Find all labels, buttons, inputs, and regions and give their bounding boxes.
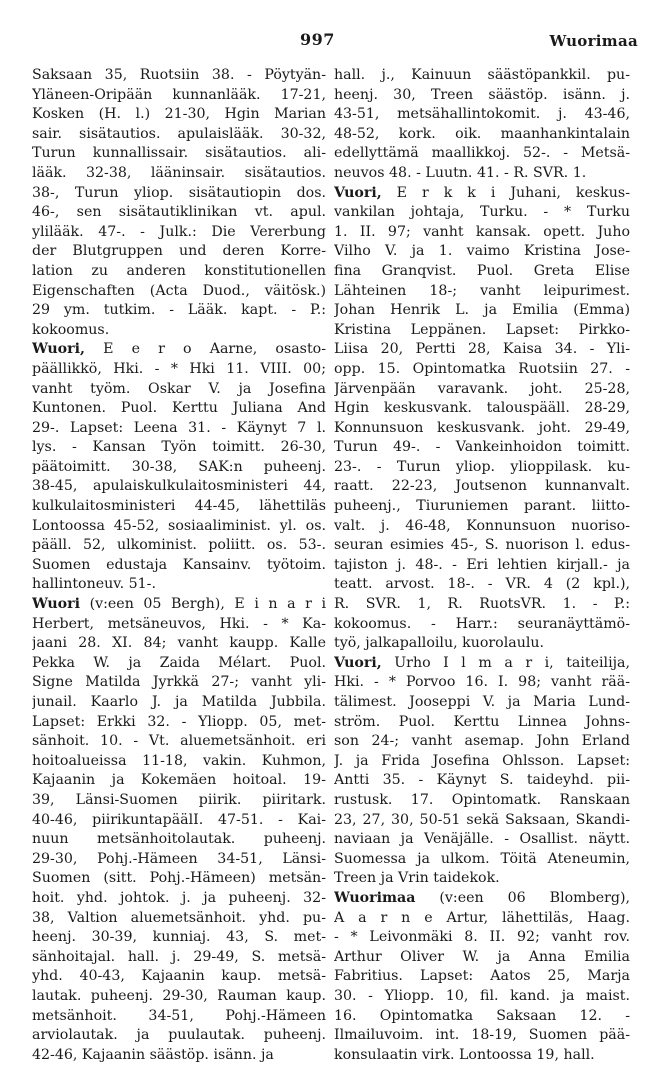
line-text: 38-, Turun yliop. sisätautiopin dos. (32, 184, 326, 201)
text-line (32, 399, 326, 419)
text-line (334, 438, 630, 458)
line-text: Signe Matilda Jyrkkä 27-; vanht yli- (32, 674, 326, 691)
text-line (32, 967, 326, 987)
text-line (334, 771, 630, 791)
line-text: seuran esimies 45-, S. nuorison l. edus- (334, 537, 630, 554)
left-column (32, 66, 326, 1065)
line-text: Suomen (sitt. Pohj.-Hämeen) metsän- (32, 870, 326, 887)
line-text: neuvos 48. - Luutn. 41. - R. SVR. 1. (334, 164, 587, 181)
running-head: Wuorimaa (549, 32, 638, 50)
line-text: 39, Länsi-Suomen piirik. piiritark. (32, 791, 326, 808)
line-text: E e r o Aarne, osasto- (84, 341, 326, 358)
line-text: sänhoitajal. hall. j. 29-49, S. metsä- (32, 948, 326, 965)
text-line (334, 66, 630, 86)
line-text: 16. Opintomatka Saksaan 12. - (334, 1007, 630, 1024)
text-line (334, 967, 630, 987)
line-text: raatt. 22-23, Joutsenon kunnanvalt. (334, 478, 630, 495)
text-line (32, 86, 326, 106)
line-text: Kristina Leppänen. Lapset: Pirkko- (334, 321, 630, 338)
text-line (334, 477, 630, 497)
line-text: tajiston j. 48-. - Eri lehtien kirjall.- ja (334, 556, 630, 573)
line-text: lautak. puheenj. 29-30, Rauman kaup. (32, 987, 326, 1004)
text-line (32, 419, 326, 439)
line-text: sänhoit. 10. - Vt. aluemetsänhoit. eri (32, 733, 326, 750)
line-text: rustusk. 17. Opintomatk. Ranskaan (334, 791, 630, 808)
line-text: Fabritius. Lapset: Aatos 25, Marja (334, 968, 630, 985)
text-line (334, 497, 630, 517)
text-line (32, 575, 326, 595)
text-line (334, 419, 630, 439)
line-text: 40-46, piirikuntapäälI. 47-51. - Kai- (32, 811, 326, 828)
text-line (32, 340, 326, 360)
text-line (334, 791, 630, 811)
text-line (32, 693, 326, 713)
line-text: jaani 28. XI. 84; vanht kaupp. Kalle (32, 635, 326, 652)
text-line (32, 615, 326, 635)
text-line (334, 360, 630, 380)
line-text: junail. Kaarlo J. ja Matilda Jubbila. (32, 694, 326, 710)
text-line (32, 497, 326, 517)
line-text: kokoomus. (32, 321, 110, 338)
line-text: vanht työm. Oskar V. ja Josefina (32, 380, 326, 397)
text-line (32, 380, 326, 400)
text-line (32, 889, 326, 909)
text-line (334, 909, 630, 929)
text-line (334, 321, 630, 341)
text-line (32, 477, 326, 497)
entry-headword: Wuorimaa (334, 889, 416, 906)
text-line (334, 850, 630, 870)
line-text: J. ja Frida Josefina Ohlsson. Lapset: (334, 752, 630, 769)
line-text: lääk. 32-38, lääninsair. sisätautios. (32, 164, 326, 181)
text-line (334, 928, 630, 948)
line-text: 42-46, Kajaanin säästöp. isänn. ja (32, 1046, 274, 1063)
text-line (334, 125, 630, 145)
line-text: nuun metsänhoitolautak. puheenj. (32, 831, 326, 848)
line-text: Suomen edustaja Kansainv. työtoim. (32, 556, 326, 573)
text-line (334, 380, 630, 400)
line-text: puheenj., Tiuruniemen parant. liitto- (334, 498, 630, 515)
line-text: 1. II. 97; vanht kansak. opett. Juho (334, 223, 630, 240)
text-line (334, 889, 630, 909)
line-text: opp. 15. Opintomatka Ruotsiin 27. - (334, 360, 630, 377)
line-text: 29-30, Pohj.-Hämeen 34-51, Länsi- (32, 850, 326, 867)
text-line (334, 1007, 630, 1027)
text-line (334, 262, 630, 282)
text-line (334, 184, 630, 204)
text-line (334, 673, 630, 693)
text-line (334, 615, 630, 635)
text-line (334, 732, 630, 752)
text-line (334, 1046, 630, 1066)
text-line (32, 438, 326, 458)
line-text: Lapset: Erkki 32. - Yliopp. 05, met- (32, 713, 326, 730)
text-line (334, 223, 630, 243)
text-line (334, 987, 630, 1007)
text-line (32, 282, 326, 302)
text-line (32, 673, 326, 693)
line-text: Hki. - * Porvoo 16. I. 98; vanht rää- (334, 674, 630, 691)
line-text: kulkulaitosministeri 44-45, lähettiläs (32, 498, 326, 515)
text-line (334, 536, 630, 556)
line-text: Herbert, metsäneuvos, Hki. - * Ka- (32, 615, 326, 632)
text-line (32, 556, 326, 576)
line-text: hoitoalueissa 11-18, vakin. Kuhmon, (32, 752, 326, 769)
text-line (334, 242, 630, 262)
line-text: hallintoneuv. 51-. (32, 576, 156, 593)
text-line (32, 850, 326, 870)
line-text: Vilho V. ja 1. vaimo Kristina Jose- (334, 243, 630, 260)
line-text: ylilääk. 47-. - Julk.: Die Vererbung (32, 223, 326, 240)
line-text: teatt. arvost. 18-. - VR. 4 (2 kpl.), (334, 576, 630, 593)
text-line (32, 909, 326, 929)
line-text: Kosken (H. l.) 21-30, Hgin Marian (32, 106, 326, 123)
text-line (32, 928, 326, 948)
line-text: Johan Henrik L. ja Emilia (Emma) (334, 302, 630, 319)
text-line (334, 105, 630, 125)
line-text: Yläneen-Oripään kunnanlääk. 17-21, (32, 86, 326, 103)
line-text: lation zu anderen konstitutionellen (32, 262, 326, 279)
text-line (32, 203, 326, 223)
line-text: työ, jalkapalloilu, kuorolaulu. (334, 635, 545, 652)
line-text: Turun 49-. - Vankeinhoidon toimitt. (334, 439, 630, 456)
text-line (334, 556, 630, 576)
line-text: Konnunsuon keskusvank. joht. 29-49, (334, 419, 630, 436)
line-text: 29-. Lapset: Leena 31. - Käynyt 7 l. (32, 419, 326, 436)
text-line (32, 948, 326, 968)
line-text: Eigenschaften (Acta Duod., väitösk.) (32, 282, 326, 299)
line-text: Hgin keskusvank. talouspääll. 28-29, (334, 400, 630, 417)
line-text: 23-. - Turun yliop. ylioppilask. ku- (334, 458, 630, 475)
line-text: Järvenpään varavank. joht. 25-28, (334, 380, 630, 397)
text-line (32, 771, 326, 791)
text-line (32, 301, 326, 321)
text-line (32, 536, 326, 556)
text-line (32, 595, 326, 615)
text-line (334, 86, 630, 106)
line-text: arviolautak. ja puulautak. puheenj. (32, 1027, 326, 1044)
line-text: Lontoossa 45-52, sosiaaliminist. yl. os. (32, 517, 326, 534)
text-line (32, 262, 326, 282)
line-text: hoit. yhd. johtok. j. ja puheenj. 32- (32, 889, 326, 906)
page-number: 997 (300, 30, 335, 49)
text-line (32, 987, 326, 1007)
entry-headword: Wuori (32, 596, 81, 613)
line-text: pääll. 52, ulkominist. poliitt. os. 53-. (32, 537, 326, 554)
line-text: päällikkö, Hki. - * Hki 11. VIII. 00; (32, 360, 326, 377)
text-line (334, 693, 630, 713)
line-text: Liisa 20, Pertti 28, Kaisa 34. - Yli- (334, 341, 630, 358)
text-line (334, 301, 630, 321)
line-text: valt. j. 46-48, Konnunsuon nuoriso- (334, 517, 630, 534)
text-line (32, 125, 326, 145)
entry-headword: Wuori, (32, 341, 85, 358)
line-text: konsulaatin virk. Lontoossa 19, hall. (334, 1046, 595, 1063)
entry-headword: Vuori, (334, 184, 382, 201)
text-line (32, 1046, 326, 1066)
text-line (32, 223, 326, 243)
entry-headword: Vuori, (334, 654, 382, 671)
text-line (334, 1026, 630, 1046)
text-line (32, 713, 326, 733)
text-line (32, 732, 326, 752)
line-text: 38-45, apulaiskulkulaitosministeri 44, (32, 478, 326, 495)
line-text: Urho I l m a r i, taiteilija, (381, 654, 630, 671)
line-text: Antti 35. - Käynyt S. taideyhd. pii- (334, 772, 630, 789)
line-text: Ilmailuvoim. int. 18-19, Suomen pää- (334, 1027, 630, 1044)
text-line (334, 282, 630, 302)
text-line (334, 869, 630, 889)
text-line (334, 517, 630, 537)
line-text: 23, 27, 30, 50-51 sekä Saksaan, Skandi- (334, 811, 630, 828)
text-line (32, 830, 326, 850)
line-text: der Blutgruppen und deren Korre- (32, 243, 326, 260)
text-line (32, 184, 326, 204)
text-line (32, 869, 326, 889)
text-line (334, 340, 630, 360)
text-line (334, 575, 630, 595)
line-text: 38, Valtion aluemetsänhoit. yhd. pu- (32, 909, 326, 926)
line-text: tälimest. Jooseppi V. ja Maria Lund- (334, 694, 630, 710)
line-text: Kajaanin ja Kokemäen hoitoal. 19- (32, 772, 326, 789)
text-line (334, 713, 630, 733)
text-line (32, 242, 326, 262)
text-line (334, 458, 630, 478)
text-line (32, 654, 326, 674)
text-line (334, 399, 630, 419)
line-text: heenj. 30-39, kunniaj. 43, S. met- (32, 929, 326, 946)
line-text: Kuntonen. Puol. Kerttu Juliana And (32, 400, 326, 417)
line-text: 46-, sen sisätautiklinikan vt. apul. (32, 204, 326, 221)
text-line (334, 144, 630, 164)
line-text: yhd. 40-43, Kajaanin kaup. metsä- (32, 968, 326, 985)
text-line (32, 517, 326, 537)
line-text: sair. sisätautios. apulaislääk. 30-32, (32, 125, 326, 142)
text-line (32, 144, 326, 164)
line-text: E r k k i Juhani, keskus- (381, 184, 630, 201)
text-line (32, 164, 326, 184)
text-line (334, 164, 630, 184)
line-text: hall. j., Kainuun säästöpankkil. pu- (334, 67, 630, 83)
text-line (32, 66, 326, 86)
line-text: Arthur Oliver W. ja Anna Emilia (334, 948, 630, 965)
text-line (32, 752, 326, 772)
line-text: R. SVR. 1, R. RuotsVR. 1. - P.: (334, 596, 630, 613)
line-text: naviaan ja Venäjälle. - Osallist. näytt. (334, 831, 630, 848)
line-text: Suomessa ja ulkom. Töitä Ateneumin, (334, 850, 630, 867)
text-line (334, 948, 630, 968)
line-text: vankilan johtaja, Turku. - * Turku (334, 204, 630, 221)
line-text: (v:een 05 Bergh), E i n a r i (80, 596, 326, 613)
line-text: son 24-; vanht asemap. John Erland (334, 733, 630, 750)
line-text: A a r n e Artur, lähettiläs, Haag. (334, 909, 630, 926)
text-line (32, 105, 326, 125)
text-line (32, 791, 326, 811)
text-line (334, 811, 630, 831)
text-line (32, 360, 326, 380)
line-text: kokoomus. - Harr.: seuranäyttämö- (334, 615, 630, 632)
line-text: Treen ja Vrin taidekok. (334, 870, 500, 887)
line-text: Lähteinen 18-; vanht leipurimest. (334, 282, 630, 299)
line-text: fina Granqvist. Puol. Greta Elise (334, 262, 630, 279)
text-line (32, 458, 326, 478)
line-text: 48-52, kork. oik. maanhankintalain (334, 125, 630, 142)
right-column (334, 66, 630, 1065)
line-text: 29 ym. tutkim. - Lääk. kapt. - P.: (32, 302, 326, 319)
text-line (334, 830, 630, 850)
line-text: ström. Puol. Kerttu Linnea Johns- (334, 713, 630, 730)
text-line (32, 1026, 326, 1046)
line-text: (v:een 06 Blomberg), (415, 889, 630, 906)
text-line (334, 203, 630, 223)
text-line (334, 654, 630, 674)
text-line (334, 752, 630, 772)
line-text: heenj. 30, Treen säästöp. isänn. j. (334, 86, 630, 103)
line-text: edellyttämä maallikkoj. 52-. - Metsä- (334, 145, 630, 162)
line-text: metsänhoit. 34-51, Pohj.-Hämeen (32, 1007, 326, 1024)
line-text: päätoimitt. 30-38, SAK:n puheenj. (32, 458, 326, 475)
text-line (32, 634, 326, 654)
line-text: Turun kunnallissair. sisätautios. ali- (32, 145, 326, 162)
text-line (32, 321, 326, 341)
line-text: lys. - Kansan Työn toimitt. 26-30, (32, 439, 326, 456)
line-text: Pekka W. ja Zaida Mélart. Puol. (32, 654, 326, 671)
text-line (334, 634, 630, 654)
line-text: 43-51, metsähallintokomit. j. 43-46, (334, 106, 630, 123)
line-text: 30. - Yliopp. 10, fil. kand. ja maist. (334, 987, 630, 1004)
text-line (32, 811, 326, 831)
text-line (334, 595, 630, 615)
line-text: Saksaan 35, Ruotsiin 38. - Pöytyän- (32, 67, 326, 83)
text-line (32, 1007, 326, 1027)
line-text: - * Leivonmäki 8. II. 92; vanht rov. (334, 929, 630, 946)
